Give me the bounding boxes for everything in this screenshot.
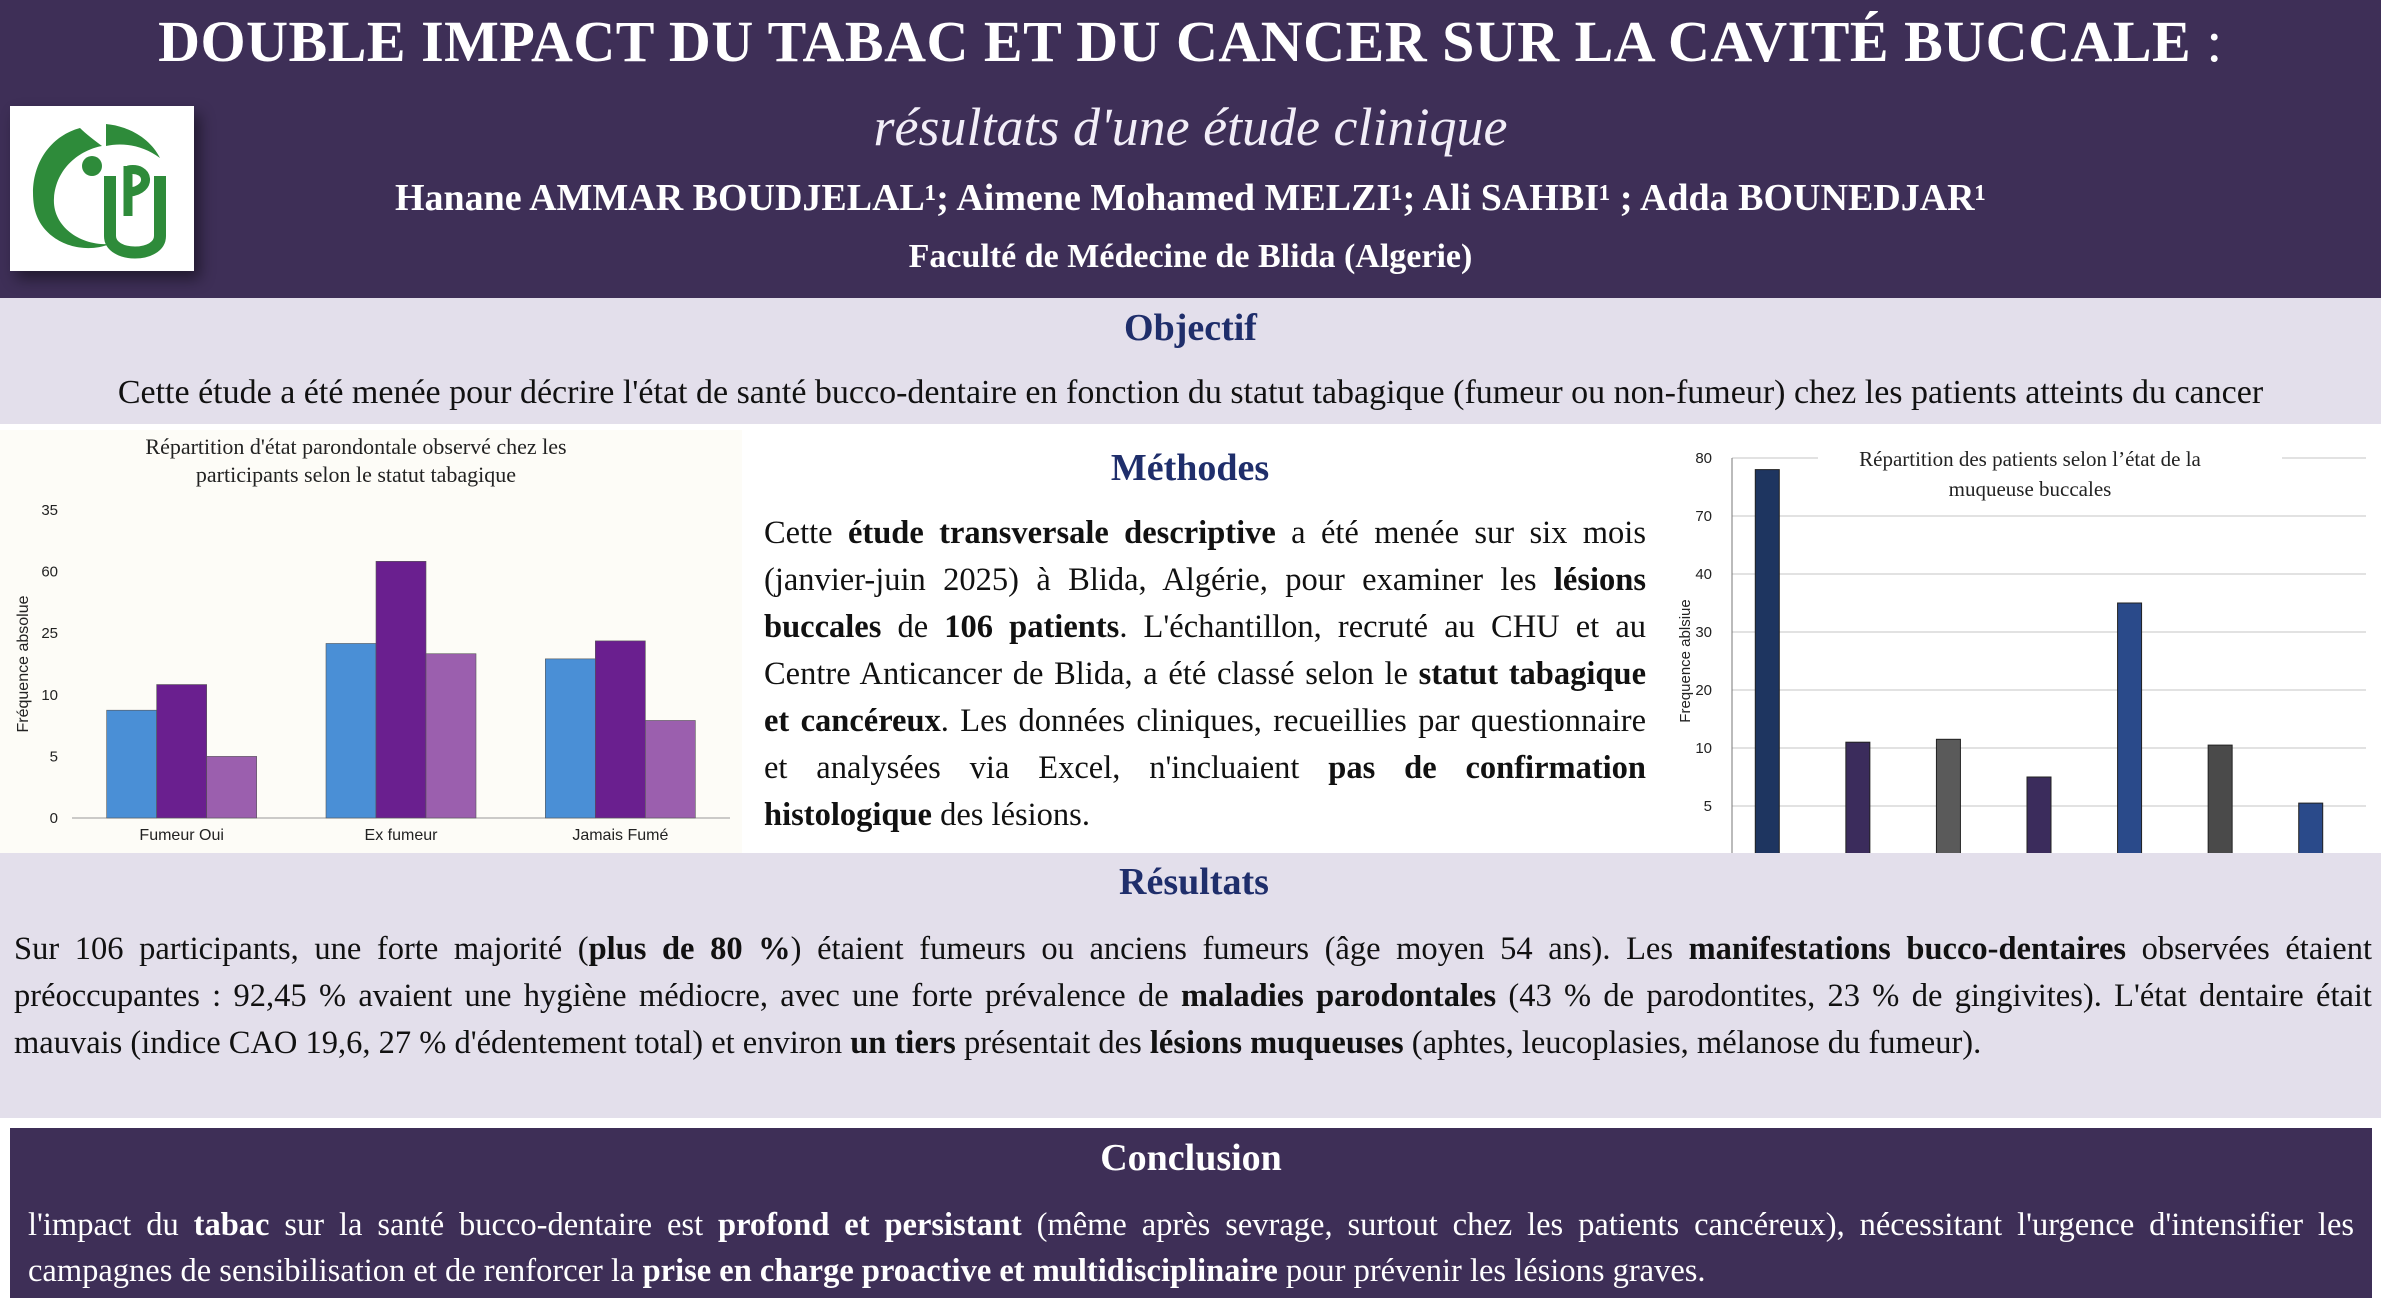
y-tick-label: 0 — [49, 810, 58, 827]
bar-gingivite — [157, 685, 207, 818]
bold-phrase-5: maladies parodontales — [1181, 978, 1497, 1014]
bar-saine — [107, 710, 157, 818]
bold-phrase-9: lésions muqueuses — [1149, 1025, 1404, 1061]
text-run-4: observées étaient préoccupantes : 92,45 % avaient une hygiène médiocre, avec une forte prévalence de — [14, 931, 2372, 1014]
text-run-2: sur la santé bucco-dentaire est — [269, 1207, 719, 1243]
y-tick-label: 35 — [41, 502, 58, 519]
conclusion-text — [28, 1202, 2354, 1294]
bold-phrase-5: prise en charge proactive et multidisciplinaire — [642, 1253, 1278, 1289]
bold-phrase-9: pas de confirmation histologique — [764, 750, 1646, 833]
chart-parodontal-status — [0, 430, 742, 900]
y-tick-label: 10 — [1695, 740, 1712, 757]
bar-parodontite — [426, 654, 476, 818]
text-run-8: . Les données cliniques, recueillies par questionnaire et analysées via Excel, n'incluaient — [764, 703, 1647, 786]
authors-line: Hanane AMMAR BOUDJELAL¹; Aimene Mohamed MELZI¹; Ali SAHBI¹ ; Adda BOUNEDJAR¹ — [394, 177, 1987, 219]
y-tick-label: 5 — [1703, 798, 1712, 815]
bar-1 — [1846, 742, 1870, 864]
y-tick-label: 20 — [1695, 682, 1712, 699]
bold-phrase-1: plus de 80 % — [588, 931, 791, 967]
y-tick-label: 30 — [1695, 624, 1712, 641]
conclusion-box — [10, 1128, 2372, 1298]
bar-gingivite — [595, 641, 645, 818]
y-axis-label: Fréquence absolue — [15, 595, 32, 733]
text-run-4: de — [881, 609, 945, 645]
x-tick-label: Ex fumeur — [364, 827, 438, 844]
bar-parodontite — [207, 756, 257, 818]
text-run-10: des lésions. — [931, 797, 1090, 833]
bold-phrase-1: étude transversale descriptive — [847, 515, 1276, 551]
chart-title: participants selon le statut tabagique — [195, 462, 517, 487]
methodes-heading: Méthodes — [1110, 447, 1270, 489]
y-tick-label: 10 — [41, 686, 58, 704]
y-tick-label: 25 — [41, 625, 58, 643]
text-run-2: ) étaient fumeurs ou anciens fumeurs (âge moyen 54 ans). Les — [790, 931, 1689, 967]
x-tick-label: Jamais Fumé — [572, 827, 669, 844]
resultats-text — [14, 926, 2372, 1067]
objectif-text: Cette étude a été menée pour décrire l'état de santé bucco-dentaire en fonction du statut tabagique (fumeur ou non-fumeur) chez les patients atteints du cancer — [117, 374, 2264, 411]
y-tick-label: 60 — [41, 563, 58, 581]
header-banner — [0, 0, 2381, 298]
conclusion-heading: Conclusion — [1100, 1137, 1282, 1179]
bold-phrase-5: 106 patients — [944, 609, 1120, 645]
text-run-6: . L'échantillon, recruté au CHU et au Centre Anticancer de Blida, a été classé selon le — [764, 609, 1646, 692]
chart-title: muqueuse buccales — [1948, 477, 2112, 501]
bold-phrase-3: lésions buccales — [764, 562, 1646, 645]
y-tick-label: 80 — [1695, 450, 1712, 467]
chart-mucosa-status — [1668, 436, 2372, 910]
bold-phrase-1: tabac — [193, 1207, 270, 1243]
bold-phrase-7: un tiers — [850, 1025, 956, 1061]
bar-3 — [2027, 777, 2051, 864]
chart-parodontal-svg — [0, 430, 742, 900]
chart-title: Répartition des patients selon l’état de la — [1859, 447, 2201, 471]
x-tick-label: Fumeur Oui — [139, 827, 224, 844]
bar-5 — [2208, 745, 2232, 864]
text-run-6: (43 % de parodontites, 23 % de gingivites). L'état dentaire était mauvais (indice CAO 19,6, 27 % d'édentement total) et environ — [14, 978, 2372, 1061]
y-axis-label: Frequence ablsiue — [1677, 599, 1694, 723]
poster-subtitle: résultats d'une étude clinique — [873, 97, 1508, 157]
faculty-line: Faculté de Médecine de Blida (Algerie) — [908, 238, 1473, 275]
bold-phrase-7: statut tabagique et cancéreux — [764, 656, 1646, 739]
y-tick-label: 70 — [1695, 508, 1712, 525]
bold-phrase-3: manifestations bucco-dentaires — [1688, 931, 2127, 967]
methodes-text — [764, 510, 1646, 839]
bar-saine — [545, 659, 595, 818]
text-run-0: l'impact du — [28, 1207, 194, 1243]
chart-mucosa-svg — [1668, 436, 2372, 910]
bar-2 — [1936, 739, 1960, 864]
text-run-10: (aphtes, leucoplasies, mélanose du fumeur). — [1403, 1025, 1982, 1061]
bold-phrase-3: profond et persistant — [718, 1207, 1022, 1243]
y-tick-label: 5 — [49, 748, 58, 766]
text-run-8: présentait des — [955, 1025, 1150, 1061]
bar-4 — [2118, 603, 2142, 864]
bar-saine — [326, 643, 376, 818]
objectif-heading: Objectif — [1124, 307, 1257, 349]
bar-parodontite — [645, 720, 695, 818]
text-run-0: Sur 106 participants, une forte majorité ( — [14, 931, 589, 967]
text-run-2: a été menée sur six mois (janvier-juin 2025) à Blida, Algérie, pour examiner les — [764, 515, 1646, 598]
y-tick-label: 40 — [1695, 566, 1712, 583]
text-run-6: pour prévenir les lésions graves. — [1277, 1253, 1706, 1289]
text-run-0: Cette — [764, 515, 848, 551]
chart-title: Répartition d'état parondontale observé chez les — [145, 434, 567, 459]
bar-gingivite — [376, 561, 426, 818]
poster-title: DOUBLE IMPACT DU TABAC ET DU CANCER SUR LA CAVITÉ BUCCALE : — [158, 9, 2223, 74]
bar-0 — [1755, 470, 1779, 864]
text-run-4: (même après sevrage, surtout chez les patients cancéreux), nécessitant l'urgence d'intensifier les campagnes de sensibilisation et de renforcer la — [28, 1207, 2355, 1289]
resultats-heading: Résultats — [1119, 861, 1269, 903]
